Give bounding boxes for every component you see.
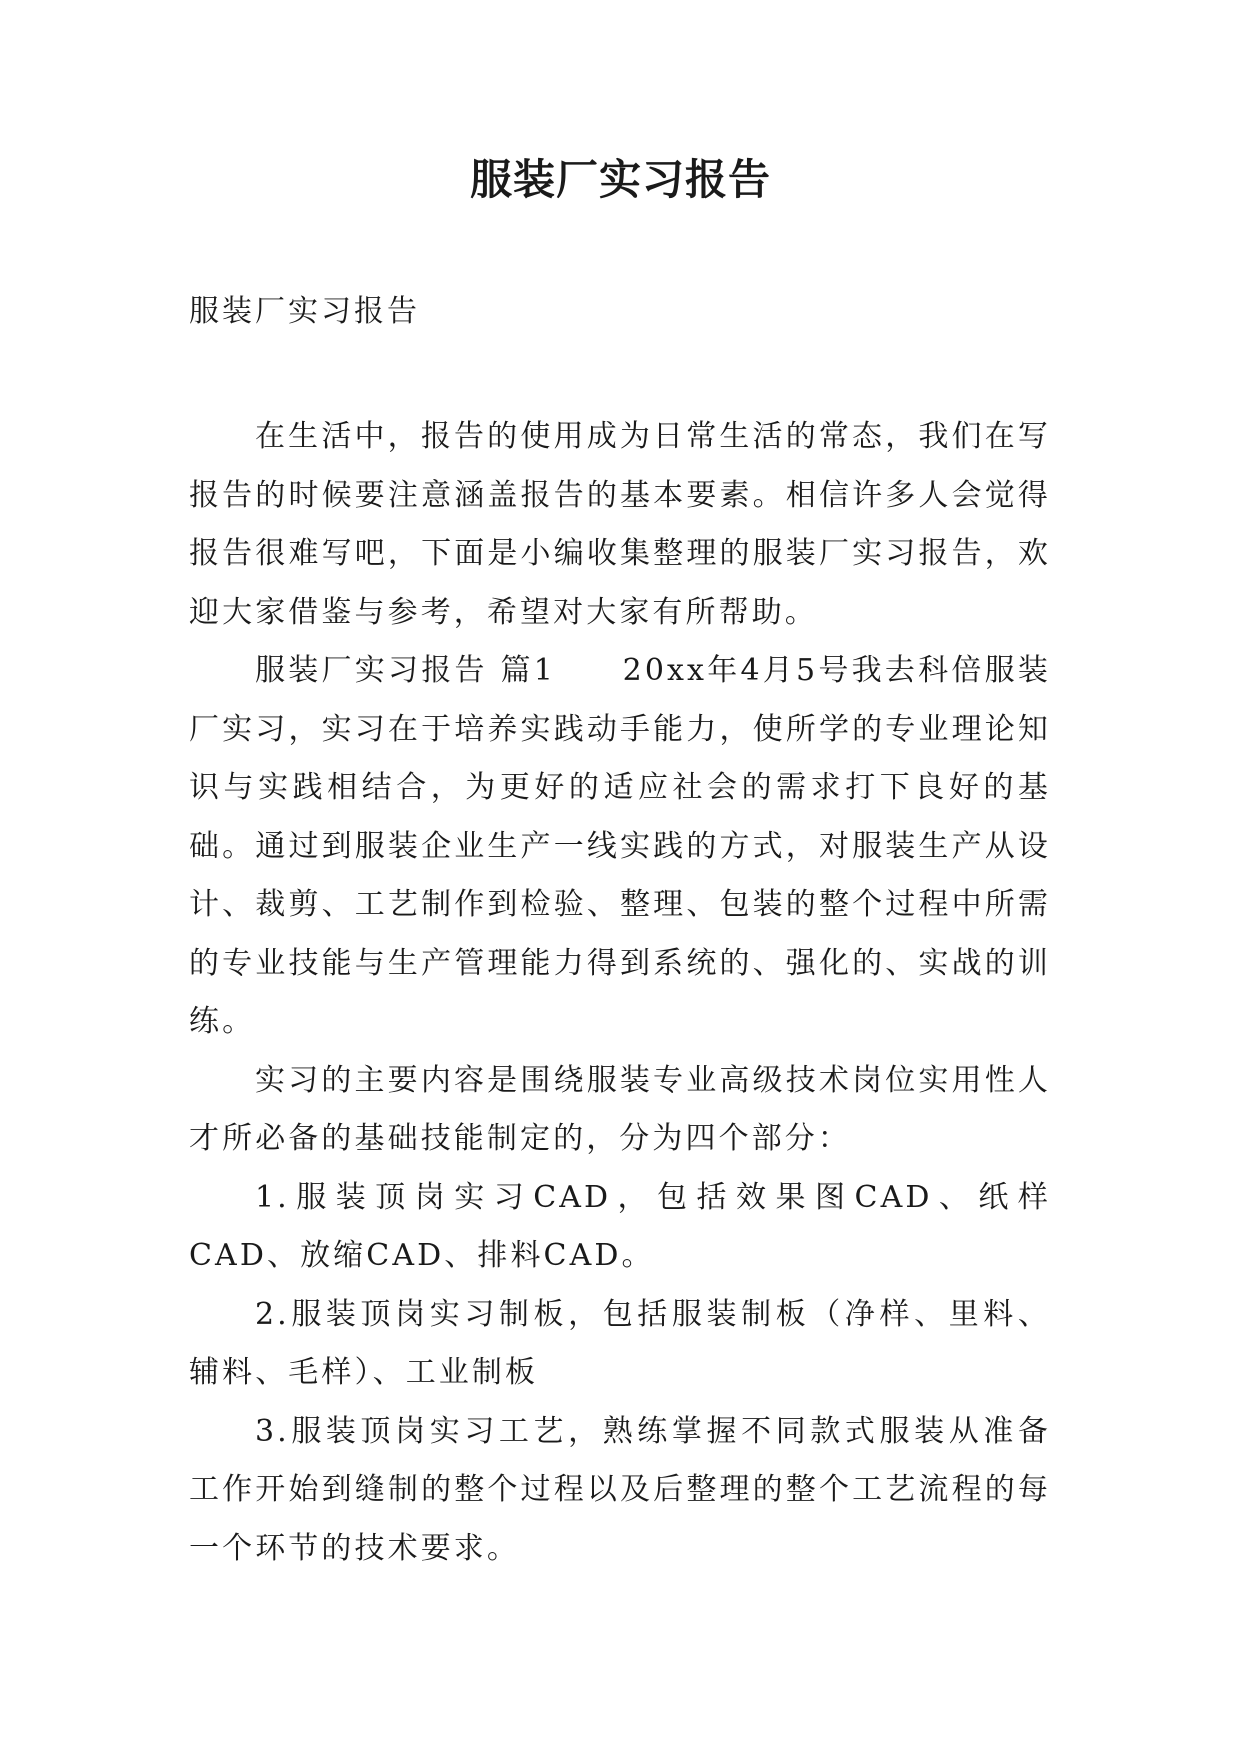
document-body — [189, 408, 1051, 1578]
intro-paragraph: 在生活中，报告的使用成为日常生活的常态，我们在写报告的时候要注意涵盖报告的基本要素。相信许多人会觉得报告很难写吧，下面是小编收集整理的服装厂实习报告，欢迎大家借鉴与参考，希望对大家有所帮助。 — [189, 419, 1051, 630]
list-item-pattern: 2.服装顶岗实习制板，包括服装制板（净样、里料、辅料、毛样）、工业制板 — [189, 1296, 1051, 1390]
document-title: 服装厂实习报告 — [469, 155, 771, 204]
document-subtitle: 服装厂实习报告 — [189, 294, 420, 329]
list-item-cad: 1.服装顶岗实习CAD，包括效果图CAD、纸样CAD、放缩CAD、排料CAD。 — [189, 1179, 1051, 1273]
content-paragraph: 实习的主要内容是围绕服装专业高级技术岗位实用性人才所必备的基础技能制定的，分为四个部分： — [189, 1062, 1051, 1156]
list-item-craft: 3.服装顶岗实习工艺，熟练掌握不同款式服装从准备工作开始到缝制的整个过程以及后整理的整个工艺流程的每一个环节的技术要求。 — [189, 1413, 1051, 1566]
section-paragraph: 服装厂实习报告 篇1 20xx年4月5号我去科倍服装厂实习，实习在于培养实践动手能力，使所学的专业理论知识与实践相结合，为更好的适应社会的需求打下良好的基础。通过到服装企业生产一线实践的方式，对服装生产从设计、裁剪、工艺制作到检验、整理、包装的整个过程中所需的专业技能与生产管理能力得到系统的、强化的、实战的训练。 — [189, 653, 1051, 1039]
